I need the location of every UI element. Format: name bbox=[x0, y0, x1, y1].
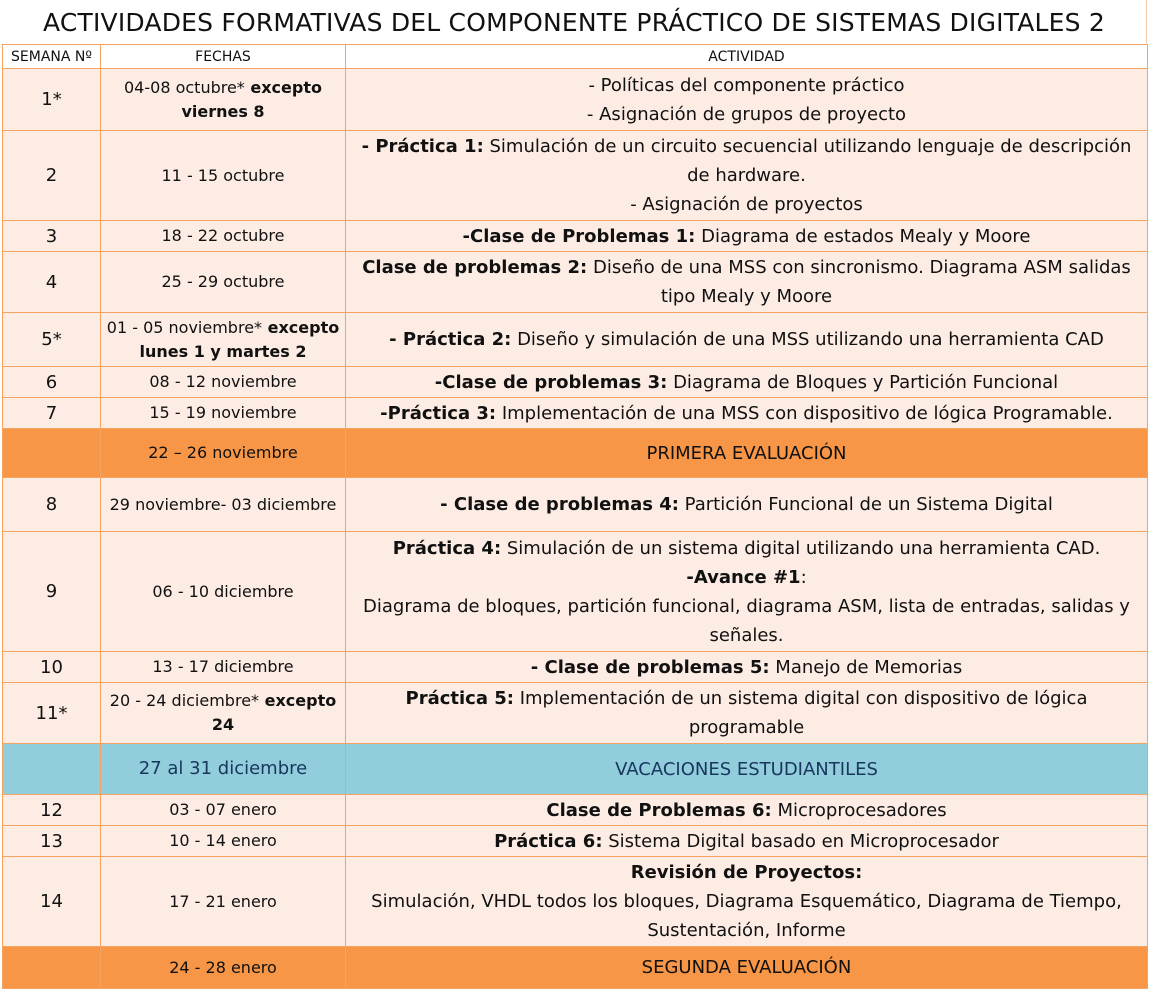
activity-cell bbox=[346, 313, 1148, 367]
banner-label: VACACIONES ESTUDIANTILES bbox=[346, 744, 1148, 795]
activity-text: Manejo de Memorias bbox=[769, 656, 963, 678]
activity-label: Clase de Problemas 6: bbox=[546, 799, 772, 821]
activity-text: Implementación de una MSS con dispositivo de lógica Programable. bbox=[496, 402, 1113, 424]
first-evaluation-row bbox=[3, 429, 1148, 478]
table-row bbox=[3, 478, 1148, 532]
date-text: 06 - 10 diciembre bbox=[152, 581, 294, 601]
week-cell: 13 bbox=[3, 826, 101, 857]
activity-cell bbox=[346, 367, 1148, 398]
activity-line bbox=[349, 190, 1144, 219]
week-cell: 10 bbox=[3, 652, 101, 683]
date-text: 03 - 07 enero bbox=[169, 800, 277, 819]
activity-cell bbox=[346, 857, 1148, 947]
activity-text: Simulación, VHDL todos los bloques, Diagrama Esquemático, Diagrama de Tiempo, Sustentación, Informe bbox=[371, 891, 1122, 941]
week-cell: 8 bbox=[3, 478, 101, 532]
banner-label: SEGUNDA EVALUACIÓN bbox=[346, 947, 1148, 989]
date-text: 13 - 17 diciembre bbox=[152, 657, 294, 676]
date-cell bbox=[101, 221, 346, 252]
activity-label: Práctica 6: bbox=[494, 830, 603, 852]
date-text: 15 - 19 noviembre bbox=[149, 403, 297, 422]
week-cell: 12 bbox=[3, 795, 101, 826]
table-header-row bbox=[3, 45, 1148, 69]
activity-label: - Clase de problemas 5: bbox=[530, 656, 770, 678]
week-cell: 9 bbox=[3, 532, 101, 652]
header-dates: FECHAS bbox=[101, 45, 346, 69]
activity-label: -Práctica 3: bbox=[380, 402, 497, 424]
activity-text: Diagrama de Bloques y Partición Funcional bbox=[667, 371, 1059, 393]
activity-label: -Avance #1 bbox=[686, 566, 801, 588]
date-cell bbox=[101, 683, 346, 744]
week-cell bbox=[3, 429, 101, 478]
date-text: 18 - 22 octubre bbox=[161, 226, 285, 245]
date-exception: excepto 24 bbox=[211, 691, 337, 734]
activity-cell bbox=[346, 478, 1148, 532]
activity-text: Diagrama de estados Mealy y Moore bbox=[695, 225, 1031, 247]
activity-line bbox=[349, 796, 1144, 825]
activity-text: - Asignación de grupos de proyecto bbox=[586, 103, 907, 125]
header-week: SEMANA Nº bbox=[3, 45, 101, 69]
date-text: 20 - 24 diciembre* bbox=[109, 691, 260, 710]
table-row bbox=[3, 652, 1148, 683]
date-cell bbox=[101, 652, 346, 683]
activity-line bbox=[349, 490, 1144, 519]
activity-label: - Práctica 2: bbox=[389, 329, 512, 350]
date-cell bbox=[101, 252, 346, 313]
activity-text: - Políticas del componente práctico bbox=[588, 74, 905, 96]
table-row bbox=[3, 252, 1148, 313]
table-row bbox=[3, 367, 1148, 398]
table-row bbox=[3, 398, 1148, 429]
activity-line bbox=[349, 827, 1144, 856]
activity-text: : bbox=[800, 566, 807, 588]
activity-line bbox=[349, 399, 1144, 428]
date-text: 25 - 29 octubre bbox=[161, 272, 285, 291]
date-text: 17 - 21 enero bbox=[169, 891, 277, 911]
activity-cell bbox=[346, 683, 1148, 744]
activity-line bbox=[349, 132, 1144, 190]
activity-cell bbox=[346, 221, 1148, 252]
table-row bbox=[3, 683, 1148, 744]
date-cell: 27 al 31 diciembre bbox=[101, 744, 346, 795]
date-exception: excepto lunes 1 y martes 2 bbox=[139, 317, 340, 361]
week-cell: 1* bbox=[3, 69, 101, 131]
activity-cell bbox=[346, 652, 1148, 683]
activity-text: Partición Funcional de un Sistema Digital bbox=[678, 494, 1053, 515]
activity-text: Diagrama de bloques, partición funcional, diagrama ASM, lista de entradas, salidas y señales. bbox=[363, 595, 1130, 646]
activity-line bbox=[349, 592, 1144, 650]
activity-line bbox=[349, 253, 1144, 311]
activity-label: Revisión de Proyectos: bbox=[630, 862, 863, 883]
activity-line bbox=[349, 563, 1144, 592]
activity-label: - Clase de problemas 4: bbox=[440, 494, 679, 515]
date-cell bbox=[101, 313, 346, 367]
activity-text: Implementación de un sistema digital con dispositivo de lógica programable bbox=[513, 688, 1088, 738]
activity-label: Clase de problemas 2: bbox=[362, 257, 588, 278]
vacation-row bbox=[3, 744, 1148, 795]
activity-label: Práctica 5: bbox=[405, 688, 514, 709]
activity-line bbox=[349, 368, 1144, 397]
week-cell: 14 bbox=[3, 857, 101, 947]
date-text: 08 - 12 noviembre bbox=[149, 372, 297, 391]
week-cell: 4 bbox=[3, 252, 101, 313]
activity-cell bbox=[346, 69, 1148, 131]
week-cell bbox=[3, 947, 101, 989]
week-cell bbox=[3, 744, 101, 795]
activity-text: Simulación de un circuito secuencial utilizando lenguaje de descripción de hardware. bbox=[483, 136, 1132, 186]
activity-text: - Asignación de proyectos bbox=[630, 194, 863, 215]
table-row bbox=[3, 826, 1148, 857]
activity-cell bbox=[346, 131, 1148, 221]
activity-cell bbox=[346, 398, 1148, 429]
table-row bbox=[3, 795, 1148, 826]
activity-cell bbox=[346, 795, 1148, 826]
activity-text: Simulación de un sistema digital utilizando una herramienta CAD. bbox=[501, 537, 1101, 559]
date-cell bbox=[101, 795, 346, 826]
date-cell bbox=[101, 131, 346, 221]
week-cell: 3 bbox=[3, 221, 101, 252]
activity-cell bbox=[346, 826, 1148, 857]
date-text: 11 - 15 octubre bbox=[161, 165, 285, 185]
week-cell: 11* bbox=[3, 683, 101, 744]
date-exception: excepto viernes 8 bbox=[181, 77, 322, 121]
activity-text: Sistema Digital basado en Microprocesador bbox=[602, 830, 999, 852]
activity-line bbox=[349, 222, 1144, 251]
page-title: ACTIVIDADES FORMATIVAS DEL COMPONENTE PRÁCTICO DE SISTEMAS DIGITALES 2 bbox=[2, 0, 1147, 44]
table-row bbox=[3, 313, 1148, 367]
date-text: 29 noviembre- 03 diciembre bbox=[109, 494, 337, 514]
date-cell bbox=[101, 532, 346, 652]
activity-cell bbox=[346, 252, 1148, 313]
date-cell bbox=[101, 398, 346, 429]
date-cell bbox=[101, 826, 346, 857]
header-activity: ACTIVIDAD bbox=[346, 45, 1148, 69]
activity-label: -Clase de problemas 3: bbox=[434, 371, 668, 393]
activity-line bbox=[349, 887, 1144, 945]
date-text: 01 - 05 noviembre* bbox=[106, 317, 263, 337]
date-cell bbox=[101, 478, 346, 532]
week-cell: 6 bbox=[3, 367, 101, 398]
banner-label: PRIMERA EVALUACIÓN bbox=[346, 429, 1148, 478]
date-cell bbox=[101, 857, 346, 947]
date-cell bbox=[101, 367, 346, 398]
activity-label: Práctica 4: bbox=[392, 537, 502, 559]
date-text: 04-08 octubre* bbox=[124, 77, 245, 97]
activity-line bbox=[349, 100, 1144, 129]
table-row bbox=[3, 69, 1148, 131]
second-evaluation-row bbox=[3, 947, 1148, 989]
activity-line bbox=[349, 534, 1144, 563]
activity-line bbox=[349, 325, 1144, 354]
week-cell: 7 bbox=[3, 398, 101, 429]
activity-cell bbox=[346, 532, 1148, 652]
activity-line bbox=[349, 858, 1144, 887]
date-cell: 22 – 26 noviembre bbox=[101, 429, 346, 478]
table-row bbox=[3, 221, 1148, 252]
activity-line bbox=[349, 684, 1144, 742]
activity-label: - Práctica 1: bbox=[361, 136, 484, 157]
table-row bbox=[3, 131, 1148, 221]
activity-text: Diseño y simulación de una MSS utilizando una herramienta CAD bbox=[511, 329, 1104, 350]
date-cell: 24 - 28 enero bbox=[101, 947, 346, 989]
date-text: 10 - 14 enero bbox=[169, 831, 277, 850]
activity-label: -Clase de Problemas 1: bbox=[462, 225, 696, 247]
table-row bbox=[3, 532, 1148, 652]
activity-line bbox=[349, 653, 1144, 682]
activity-text: Microprocesadores bbox=[771, 799, 947, 821]
activity-text: Diseño de una MSS con sincronismo. Diagrama ASM salidas tipo Mealy y Moore bbox=[587, 257, 1131, 307]
date-cell bbox=[101, 69, 346, 131]
week-cell: 2 bbox=[3, 131, 101, 221]
week-cell: 5* bbox=[3, 313, 101, 367]
activity-line bbox=[349, 71, 1144, 100]
table-row bbox=[3, 857, 1148, 947]
schedule-table bbox=[2, 44, 1148, 989]
